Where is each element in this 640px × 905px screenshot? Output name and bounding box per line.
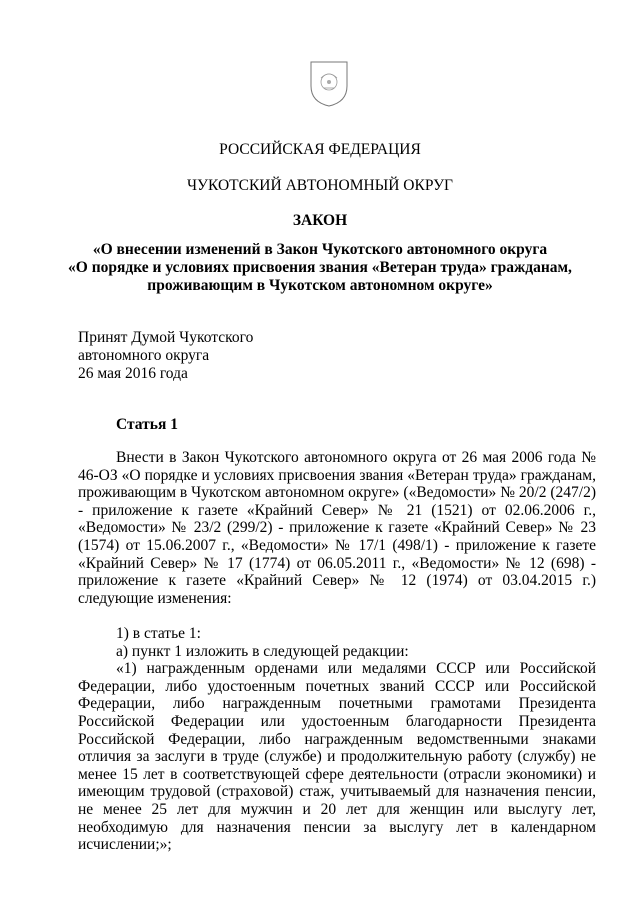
- adoption-info: [78, 329, 253, 383]
- law-title-line: проживающим в Чукотском автономном округе»: [147, 277, 493, 294]
- adoption-line: Принят Думой Чукотского: [78, 329, 254, 346]
- okrug-heading: ЧУКОТСКИЙ АВТОНОМНЫЙ ОКРУГ: [186, 177, 454, 194]
- chukotka-coat-of-arms-icon: [307, 58, 351, 108]
- adoption-line: автономного округа: [78, 347, 210, 364]
- article-intro-paragraph: Внести в Закон Чукотского автономного округа от 26 мая 2006 года № 46-ОЗ «О порядке и условиях присвоения звания «Ветеран труда» гражданам, проживающим в Чукотском автономном округе» («Ведомости» № 20/2 (247/2) - приложение к газете «Крайний Север» № 21 (1521) от 02.06.2006 г., «Ведомости» № 23/2 (299/2) - приложение к газете «Крайний Север» № 23 (1574) от 15.06.2007 г., «Ведомости» № 17/1 (498/1) - приложение к газете «Крайний Север» № 17 (1774) от 06.05.2011 г., «Ведомости» № 12 (698) - приложение к газете «Крайний Север» № 12 (1974) от 03.04.2015 г.) следующие изменения:: [78, 449, 596, 607]
- amendments-list: [78, 625, 596, 854]
- document-type-heading: ЗАКОН: [292, 212, 348, 229]
- amendment-quote: «1) награжденным орденами или медалями СССР или Российской Федерации, либо удостоенным почетных званий СССР или Российской Федерации, либо награжденным почетными грамотами Президента Российской Федерации или удостоенным благодарности Президента Российской Федерации, либо награжденным ведомственными знаками отличия за заслуги в труде (службе) и продолжительную работу (службу) не менее 15 лет в соответствующей сфере деятельности (отрасли экономики) и имеющим трудовой (страховой) стаж, учитываемый для назначения пенсии, не менее 25 лет для мужчин и 20 лет для женщин или выслугу лет, необходимую для назначения пенсии за выслугу лет в календарном исчислении;»;: [78, 660, 596, 854]
- law-title: [0, 241, 640, 295]
- adoption-date: 26 мая 2016 года: [78, 365, 188, 382]
- law-title-line: «О внесении изменений в Закон Чукотского автономного округа: [92, 241, 548, 258]
- amendment-subitem: а) пункт 1 изложить в следующей редакции:: [116, 642, 409, 660]
- federation-heading: РОССИЙСКАЯ ФЕДЕРАЦИЯ: [219, 141, 421, 158]
- amendment-item: 1) в статье 1:: [116, 625, 201, 642]
- article-heading: Статья 1: [116, 416, 178, 433]
- law-title-line: «О порядке и условиях присвоения звания «Ветеран труда» гражданам,: [68, 259, 572, 276]
